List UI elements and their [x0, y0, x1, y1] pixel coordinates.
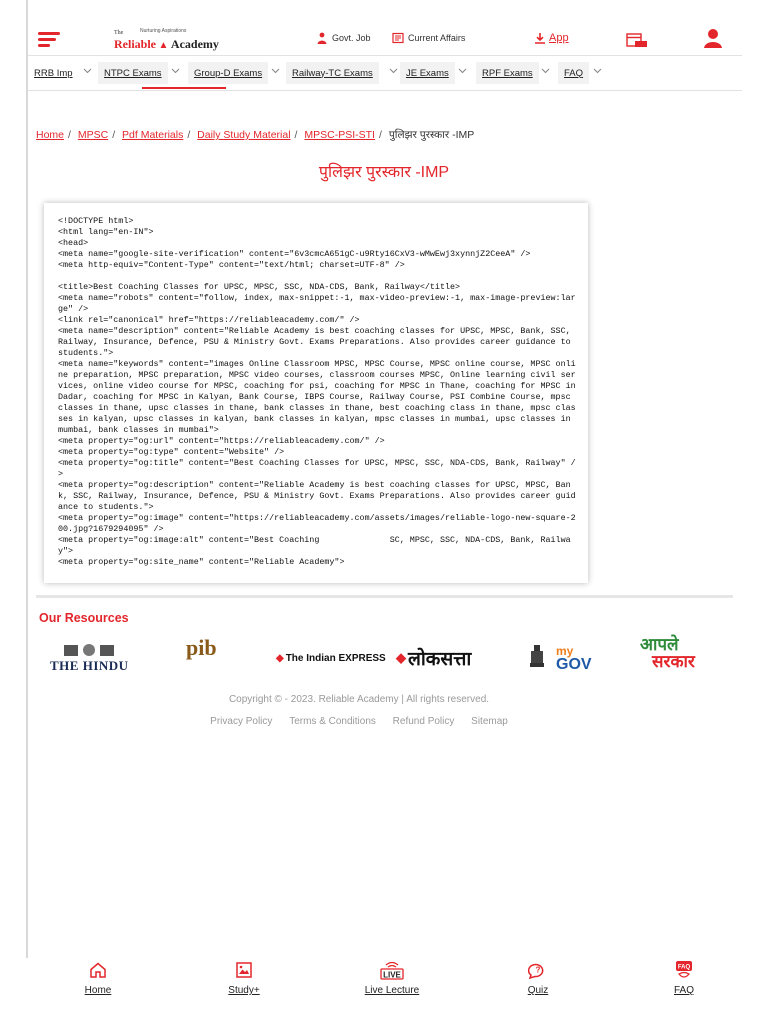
chevron-down-icon[interactable] — [458, 68, 467, 74]
tab-rrb-imp[interactable]: RRB Imp — [34, 67, 73, 79]
mygov-logo[interactable]: my GOV — [528, 636, 592, 680]
breadcrumb-mpsc-psi-sti[interactable]: MPSC-PSI-STI — [304, 129, 375, 141]
nav-faq-label: FAQ — [673, 985, 694, 996]
document-text: <!DOCTYPE html> <html lang="en-IN"> <head> <meta name="google-site-verification" content="6v3cmcA651gC-u9Rty16CxV3-wMwEwj3xynnjZ2CeeA" /> <meta http-equiv="Content-Type" content="text/html; charset=UTF-8" /> <title>Best Coaching Classes for UPSC, MPSC, SSC, NDA-CDS, Bank, Railway</title> <meta name="robots" content="follow, index, max-snippet:-1, max-video-preview:-1, max-image-preview:large" /> <link rel="canonical" href="https://reliableacademy.com/" /> <meta name="description" content="Reliable Academy is best coaching classes for UPSC, MPSC, Bank, SSC, Railway, Insurance, Defence, PSU & Ministry Govt. Exams Preparations. Also provides career guidance to students."> <meta name="keywords" content="images Online Classroom MPSC, MPSC Course, MPSC online course, MPSC online preparation, MPSC preparation, MPSC video courses, classroom courses MPSC, Online learning civil services, online video course for MPSC, coaching for psi, coaching for MPSC in Thane, coaching for MPSC in Dadar, coaching for MPSC in Kalyan, Bank Course, IBPS Course, Railway Course, PSI Combine Course, mpsc classes in thane, upsc classes in thane, bank classes in thane, best coaching class in thane, mpsc classes in kalyan, upsc classes in kalyan, bank classes in kalyan, mpsc classes in mumbai, upsc classes in mumbai, bank classes in mumbai"> <meta property="og:url" content="https://reliableacademy.com/" /> <meta property="og:type" content="Website" /> <meta property="og:title" content="Best Coaching Classes for UPSC, MPSC, SSC, NDA-CDS, Bank, Railway" /> <meta property="og:description" content="Reliable Academy is best coaching classes for UPSC, MPSC, Bank, SSC, Railway, Insurance, Defence, PSU & Ministry Govt. Exams Preparations. Also provides career guidance to students."> <meta property="og:image" content="https://reliableacademy.com/assets/images/reliable-logo-new-square-200.jpg?1679294095" /> <meta property="og:image:alt" content="Best Coaching SC, MPSC, SSC, NDA-CDS, Bank, Railway"> <meta property="og:site_name" content="Reliable Academy"> — [58, 216, 576, 567]
category-tabs — [28, 58, 742, 90]
tabs-divider — [28, 90, 742, 91]
logo-tagline: Nurturing Aspirations — [140, 28, 187, 34]
tab-faq[interactable]: FAQ — [558, 62, 589, 84]
chevron-down-icon[interactable] — [171, 68, 180, 74]
emblem-icon — [528, 643, 546, 673]
left-border-rule — [26, 0, 28, 958]
tab-rpf-exams[interactable]: RPF Exams — [476, 62, 539, 84]
logo-name: Reliable ▲ Academy — [114, 37, 219, 51]
header-divider — [28, 55, 742, 56]
govt-job-link[interactable] — [316, 32, 371, 44]
tab-railway-tc-exams[interactable]: Railway-TC Exams — [286, 62, 379, 84]
newspaper-icon — [392, 32, 404, 44]
breadcrumb-mpsc[interactable]: MPSC — [77, 129, 109, 141]
page-title: पुलिझर पुरस्कार -IMP — [318, 164, 450, 181]
chevron-down-icon[interactable] — [541, 68, 550, 74]
breadcrumb-current: पुलिझर पुरस्कार -IMP — [388, 129, 475, 141]
breadcrumb-pdf-materials[interactable]: Pdf Materials — [122, 129, 184, 141]
calendar-new-icon[interactable] — [626, 32, 648, 53]
hindu-crest-icon — [54, 642, 124, 658]
privacy-policy-link[interactable]: Privacy Policy — [210, 716, 273, 727]
top-header — [28, 22, 742, 56]
nav-home[interactable] — [58, 960, 138, 996]
faq-icon — [674, 960, 694, 980]
indian-express-logo[interactable]: ◆ The Indian EXPRESS — [276, 652, 386, 664]
current-affairs-label: Current Affairs — [408, 33, 466, 43]
tab-je-exams[interactable]: JE Exams — [400, 62, 455, 84]
user-profile-icon[interactable] — [702, 27, 724, 54]
svg-text:?: ? — [535, 965, 541, 975]
nav-live-lecture[interactable] — [352, 960, 432, 996]
breadcrumb-home[interactable]: Home — [36, 129, 65, 141]
nav-home-label: Home — [84, 985, 112, 996]
officer-icon — [316, 32, 328, 44]
home-icon — [89, 961, 107, 979]
footer-links — [0, 716, 718, 727]
chevron-down-icon[interactable] — [593, 68, 602, 74]
terms-link[interactable]: Terms & Conditions — [289, 716, 376, 727]
live-icon — [377, 960, 407, 980]
nav-quiz-label: Quiz — [527, 985, 549, 996]
active-tab-indicator — [142, 87, 226, 89]
nav-faq[interactable] — [644, 960, 724, 996]
sitemap-link[interactable]: Sitemap — [471, 716, 508, 727]
aaple-sarkar-logo[interactable]: आपले सरकार — [640, 635, 695, 671]
download-icon — [534, 32, 546, 44]
resources-title: Our Resources — [39, 611, 129, 625]
chevron-down-icon[interactable] — [389, 68, 398, 74]
pib-logo[interactable]: pib — [186, 635, 217, 660]
svg-text:FAQ: FAQ — [677, 964, 691, 971]
nav-study-label: Study+ — [228, 985, 260, 996]
tab-ntpc-exams[interactable]: NTPC Exams — [98, 62, 168, 84]
app-download-link[interactable] — [534, 32, 569, 44]
section-divider — [36, 595, 733, 598]
nav-quiz[interactable] — [498, 960, 578, 996]
study-icon — [235, 961, 253, 979]
logo-prefix: The — [114, 30, 124, 36]
quiz-icon — [528, 961, 548, 979]
chevron-down-icon[interactable] — [271, 68, 280, 74]
app-label: App — [549, 32, 569, 44]
tab-group-d-exams[interactable]: Group-D Exams — [188, 62, 268, 84]
resource-logos — [40, 636, 730, 680]
govt-job-label: Govt. Job — [332, 33, 371, 43]
breadcrumb: Home / MPSC / Pdf Materials / Daily Study Material / MPSC-PSI-STI / पुलिझर पुरस्कार -IMP — [36, 129, 475, 141]
svg-text:LIVE: LIVE — [383, 970, 401, 980]
copyright-text: Copyright © - 2023. Reliable Academy | All rights reserved. — [228, 694, 490, 705]
nav-study[interactable] — [204, 960, 284, 996]
loksatta-logo[interactable]: ◆ लोकसत्ता — [396, 649, 472, 670]
nav-live-lecture-label: Live Lecture — [364, 985, 420, 996]
current-affairs-link[interactable] — [392, 32, 465, 44]
the-hindu-logo[interactable]: THE HINDU — [50, 636, 129, 680]
breadcrumb-daily-study-material[interactable]: Daily Study Material — [197, 129, 291, 141]
bottom-nav — [28, 958, 742, 1002]
document-preview[interactable] — [44, 203, 588, 583]
menu-icon[interactable] — [38, 32, 60, 48]
chevron-down-icon[interactable] — [83, 68, 92, 74]
refund-policy-link[interactable]: Refund Policy — [392, 716, 455, 727]
site-logo[interactable] — [114, 30, 224, 54]
